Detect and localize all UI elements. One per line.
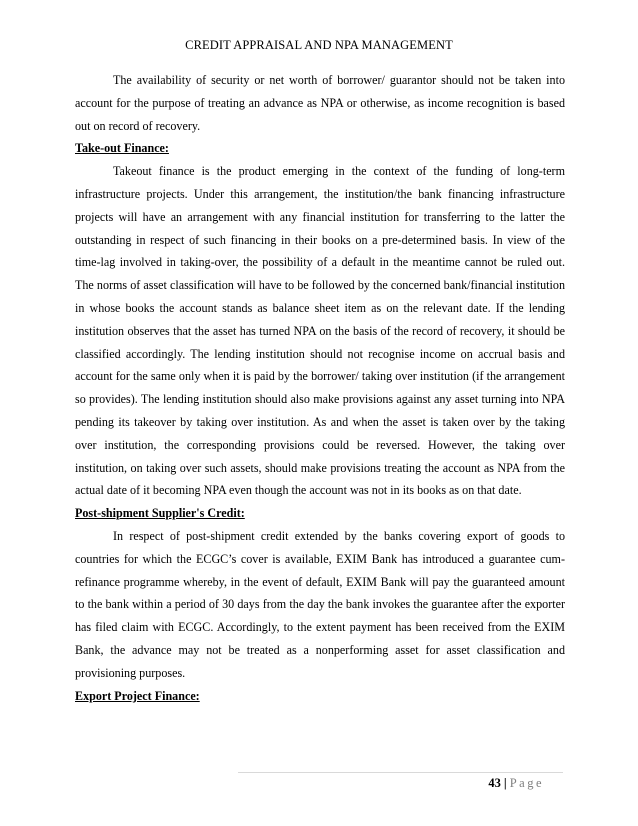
takeout-finance-paragraph: Takeout finance is the product emerging in the context of the funding of long-term infrastructure projects. Under this arrangement, the institution/the bank financing infrastructure projects will have an arrangement with any financial institution for transferring to the latter the outstanding in respect of such financing in their books on a pre-determined basis. In view of the time-lag involved in taking-over, the possibility of a default in the meantime cannot be ruled out. The norms of asset classification will have to be followed by the concerned bank/financial institution in whose books the account stands as balance sheet item as on the relevant date. If the lending institution observes that the asset has turned NPA on the basis of the record of recovery, it should be classified accordingly. The lending institution should not recognise income on accrual basis and account for the same only when it is paid by the borrower/ taking over institution (if the arrangement so provides). The lending institution should also make provisions against any asset turning into NPA pending its takeover by taking over institution. As and when the asset is taken over by the taking over institution, the corresponding provisions could be reversed. However, the taking over institution, on taking over such assets, should make provisions treating the account as NPA from the actual date of it becoming NPA even though the account was not in its books as on that date. xyxy=(75,164,565,498)
post-shipment-paragraph: In respect of post-shipment credit extended by the banks covering export of goods to countries for which the ECGC’s cover is available, EXIM Bank has introduced a guarantee cum-refinance programme whereby, in the event of default, EXIM Bank will pay the guaranteed amount to the bank within a period of 30 days from the day the bank invokes the guarantee after the exporter has filed claim with ECGC. Accordingly, to the extent payment has been received from the EXIM Bank, the advance may not be treated as a nonperforming asset for asset classification and provisioning purposes. xyxy=(75,528,565,680)
page-label: Page xyxy=(509,776,544,790)
running-header: CREDIT APPRAISAL AND NPA MANAGEMENT xyxy=(185,38,453,52)
page-separator: | xyxy=(503,776,507,790)
footer-divider xyxy=(238,772,563,773)
takeout-finance-heading: Take-out Finance: xyxy=(75,141,169,156)
document-body xyxy=(75,69,565,707)
export-project-finance-heading: Export Project Finance: xyxy=(75,688,200,703)
page-footer xyxy=(488,776,544,791)
page-number: 43 xyxy=(488,776,501,790)
intro-paragraph: The availability of security or net worth of borrower/ guarantor should not be taken into account for the purpose of treating an advance as NPA or otherwise, as income recognition is based out on record of recovery. xyxy=(75,73,565,133)
post-shipment-heading: Post-shipment Supplier's Credit: xyxy=(75,506,245,521)
